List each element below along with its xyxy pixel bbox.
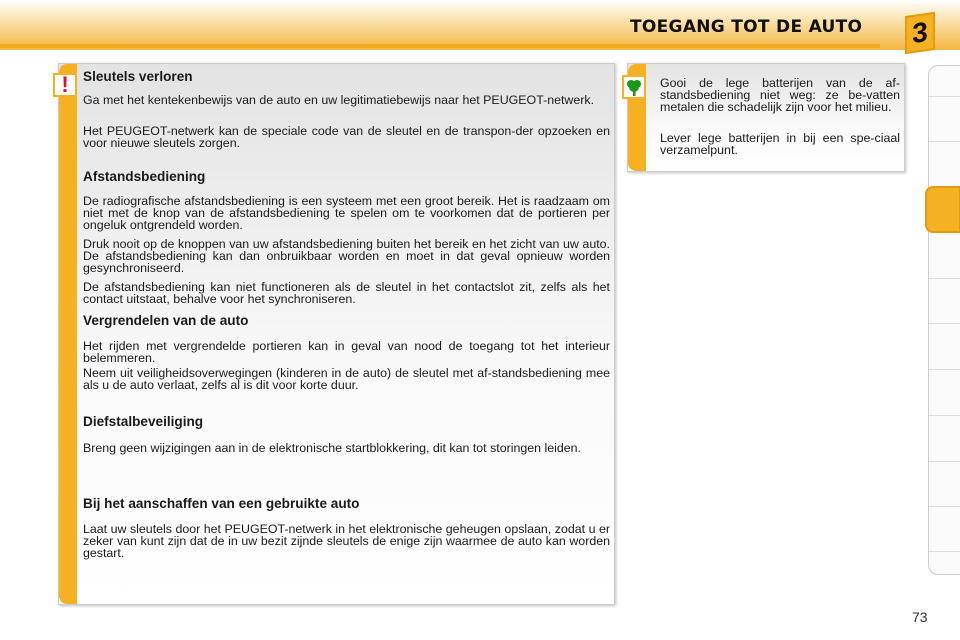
chapter-tab[interactable] <box>929 415 960 416</box>
paragraph: Druk nooit op de knoppen van uw afstandsbediening buiten het bereik en het zicht van uw auto. De afstandsbediening kan dan onbruikbaar worden en moet in dat geval opnieuw worden gesynchroniseerd. <box>83 237 610 276</box>
note-paragraph: Gooi de lege batterijen van de af-standsbediening niet weg: ze be-vatten metalen die schadelijk zijn voor het milieu. <box>660 76 900 115</box>
chapter-tab[interactable] <box>929 551 960 552</box>
tree-icon <box>622 75 646 99</box>
section-heading: Vergrendelen van de auto <box>83 313 249 328</box>
note-paragraph: Lever lege batterijen in bij een spe-ciaal verzamelpunt. <box>660 131 900 158</box>
section-heading: Diefstalbeveiliging <box>83 414 204 429</box>
paragraph: Het rijden met vergrendelde portieren kan in geval van nood de toegang tot het interieur belemmeren. <box>83 339 610 366</box>
chapter-tab[interactable] <box>929 506 960 507</box>
paragraph: Laat uw sleutels door het PEUGEOT-netwerk in het elektronische geheugen opslaan, zodat u er zeker van kunt zijn dat de in uw bezit zijnde sleutels de enige zijn waarmee de auto kan worden gestart. <box>83 522 610 561</box>
chapter-tabs <box>928 65 960 575</box>
chapter-tab[interactable] <box>929 278 960 279</box>
chapter-tab[interactable] <box>929 96 960 97</box>
paragraph: De radiografische afstandsbediening is een systeem met een groot bereik. Het is raadzaam om niet met de knop van de afstandsbediening te spelen om te voorkomen dat de portieren per ongeluk ontgrendeld worden. <box>83 194 610 233</box>
chapter-tab[interactable] <box>929 141 960 142</box>
chapter-tab-active[interactable] <box>925 186 960 233</box>
chapter-tab[interactable] <box>929 323 960 324</box>
chapter-number: 3 <box>905 12 935 54</box>
chapter-title: TOEGANG TOT DE AUTO <box>630 17 863 37</box>
paragraph: Ga met het kentekenbewijs van de auto en uw legitimatiebewijs naar het PEUGEOT-netwerk. <box>83 93 595 107</box>
paragraph: Breng geen wijzigingen aan in de elektronische startblokkering, dit kan tot storingen leiden. <box>83 441 581 455</box>
page-number: 73 <box>912 609 928 625</box>
paragraph: Neem uit veiligheidsoverwegingen (kinderen in de auto) de sleutel met af-standsbediening mee als u de auto verlaat, zelfs al is dit voor korte duur. <box>83 366 610 393</box>
paragraph: Het PEUGEOT-netwerk kan de speciale code van de sleutel en de transpon-der opzoeken en voor nieuwe sleutels zorgen. <box>83 124 610 151</box>
section-heading: Sleutels verloren <box>83 69 193 84</box>
warning-bar <box>59 64 77 604</box>
paragraph: De afstandsbediening kan niet functioneren als de sleutel in het contactslot zit, zelfs als het contact uitstaat, behalve voor het synchroniseren. <box>83 280 610 307</box>
header-divider <box>0 44 880 48</box>
warning-box <box>58 63 615 605</box>
section-heading: Afstandsbediening <box>83 169 206 184</box>
section-heading: Bij het aanschaffen van een gebruikte auto <box>83 496 360 511</box>
warning-icon: ! <box>53 73 77 97</box>
environment-note-box <box>627 63 905 172</box>
chapter-tab[interactable] <box>929 369 960 370</box>
chapter-tab[interactable] <box>929 461 960 462</box>
